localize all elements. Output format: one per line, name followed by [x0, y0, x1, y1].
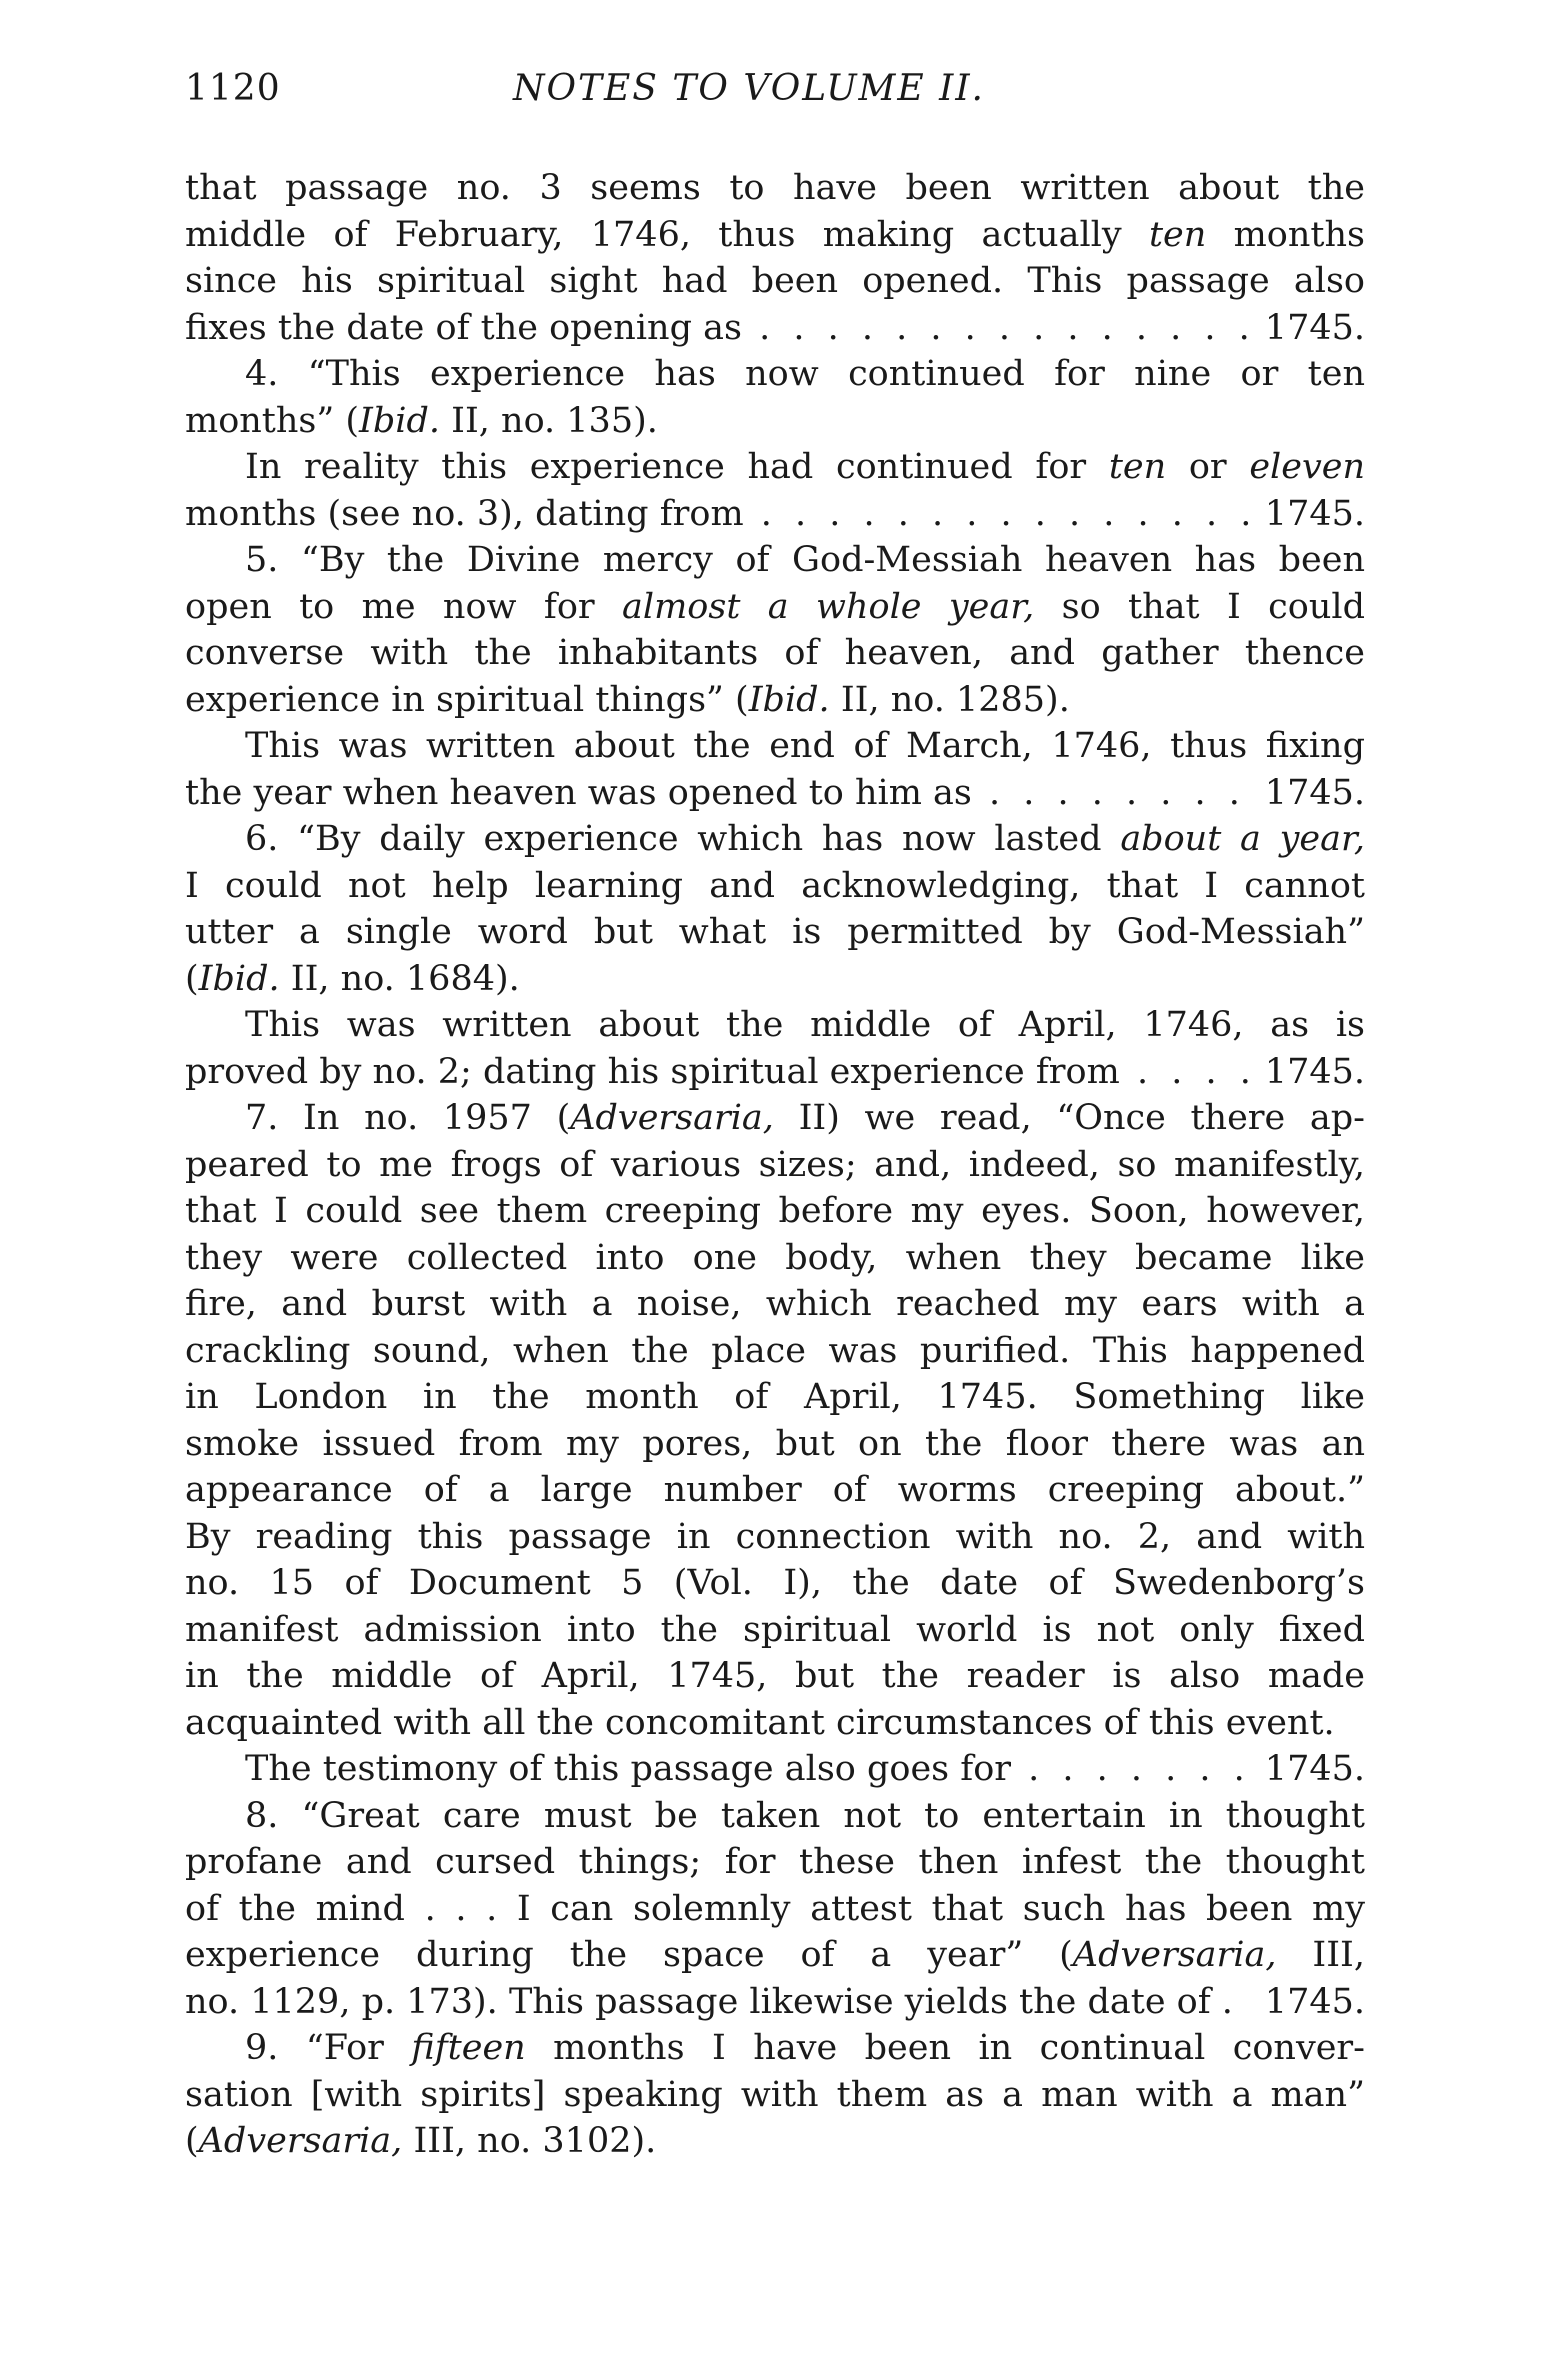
text-line: that passage no. 3 seems to have been written about the [185, 168, 1365, 208]
text-line: 4. “This experience has now continued for nine or ten [245, 354, 1365, 394]
text-line: that I could see them creeping before my eyes. Soon, however, [185, 1191, 1365, 1231]
text-line: since his spiritual sight had been opened. This passage also [185, 261, 1365, 301]
text-line: fire, and burst with a noise, which reached my ears with a [185, 1284, 1365, 1324]
text-line: I could not help learning and acknowledging, that I cannot [185, 865, 1365, 906]
text-line: middle of February, 1746, thus making actually ten months [185, 214, 1365, 255]
text-line: peared to me frogs of various sizes; and, indeed, so manifestly, [185, 1144, 1365, 1185]
text-line: profane and cursed things; for these then infest the thought [185, 1842, 1365, 1882]
running-title: NOTES TO VOLUME II. [513, 68, 986, 109]
text-line: manifest admission into the spiritual world is not only fixed [185, 1609, 1365, 1650]
text-line-with-year: proved by no. 2; dating his spiritual experience from . . . 1745. [185, 1049, 1365, 1096]
text-line: 5. “By the Divine mercy of God-Messiah heaven has been [245, 540, 1365, 580]
margin-year: 1745. [1259, 491, 1365, 538]
text-line-with-year: no. 1129, p. 173). This passage likewise yields the date of . 1745. [185, 1979, 1365, 2026]
text-line: utter a single word but what is permitted by God-Messiah” [185, 912, 1365, 952]
margin-year: 1745. [1259, 1049, 1365, 1096]
text-line: they were collected into one body, when they became like [185, 1237, 1365, 1278]
text-line: This was written about the middle of April, 1746, as is [245, 1005, 1365, 1045]
text-line: 7. In no. 1957 (Adversaria, II) we read, “Once there ap- [245, 1098, 1365, 1138]
text-line: 9. “For fifteen months I have been in continual conver- [245, 2028, 1365, 2068]
margin-year: 1745. [1259, 1979, 1365, 2026]
page-body [185, 165, 1365, 2165]
text-line: converse with the inhabitants of heaven, and gather thence [185, 633, 1365, 673]
page-header [185, 68, 1365, 128]
text-line: appearance of a large number of worms creeping about.” [185, 1470, 1365, 1510]
text-line: experience in spiritual things” (Ibid. II, no. 1285). [185, 679, 1070, 720]
text-line: in London in the month of April, 1745. Something like [185, 1377, 1365, 1417]
text-line: of the mind . . . I can solemnly attest that such has been my [185, 1888, 1365, 1929]
text-line: months” (Ibid. II, no. 135). [185, 400, 658, 441]
margin-year: 1745. [1259, 1746, 1365, 1793]
text-line: In reality this experience had continued for ten or eleven [245, 447, 1365, 487]
text-line: This was written about the end of March, 1746, thus fixing [245, 726, 1365, 766]
text-line-with-year: fixes the date of the opening as . . . 1745. [185, 305, 1365, 352]
text-line: in the middle of April, 1745, but the reader is also made [185, 1656, 1365, 1696]
text-line: crackling sound, when the place was purified. This happened [185, 1330, 1365, 1371]
text-line-with-year: the year when heaven was opened to him as . . . 1745. [185, 770, 1365, 817]
text-line: 6. “By daily experience which has now lasted about a year, [245, 819, 1366, 859]
margin-year: 1745. [1259, 305, 1365, 352]
text-line-with-year: months (see no. 3), dating from . . . 1745. [185, 491, 1365, 538]
text-line: no. 15 of Document 5 (Vol. I), the date of Swedenborg’s [185, 1563, 1365, 1603]
text-line-with-year: The testimony of this passage also goes for . . . 1745. [185, 1746, 1365, 1793]
text-line: 8. “Great care must be taken not to entertain in thought [245, 1795, 1365, 1836]
text-line: acquainted with all the concomitant circumstances of this event. [185, 1702, 1335, 1743]
page-number: 1120 [185, 68, 281, 109]
text-line: (Ibid. II, no. 1684). [185, 958, 520, 999]
text-line: (Adversaria, III, no. 3102). [185, 2121, 657, 2161]
text-line: sation [with spirits] speaking with them as a man with a man” [185, 2074, 1365, 2115]
text-line: open to me now for almost a whole year, so that I could [185, 586, 1365, 627]
text-line: By reading this passage in connection with no. 2, and with [185, 1516, 1365, 1557]
text-line: smoke issued from my pores, but on the floor there was an [185, 1423, 1365, 1464]
margin-year: 1745. [1259, 770, 1365, 817]
text-line: experience during the space of a year” (Adversaria, III, [185, 1935, 1365, 1975]
